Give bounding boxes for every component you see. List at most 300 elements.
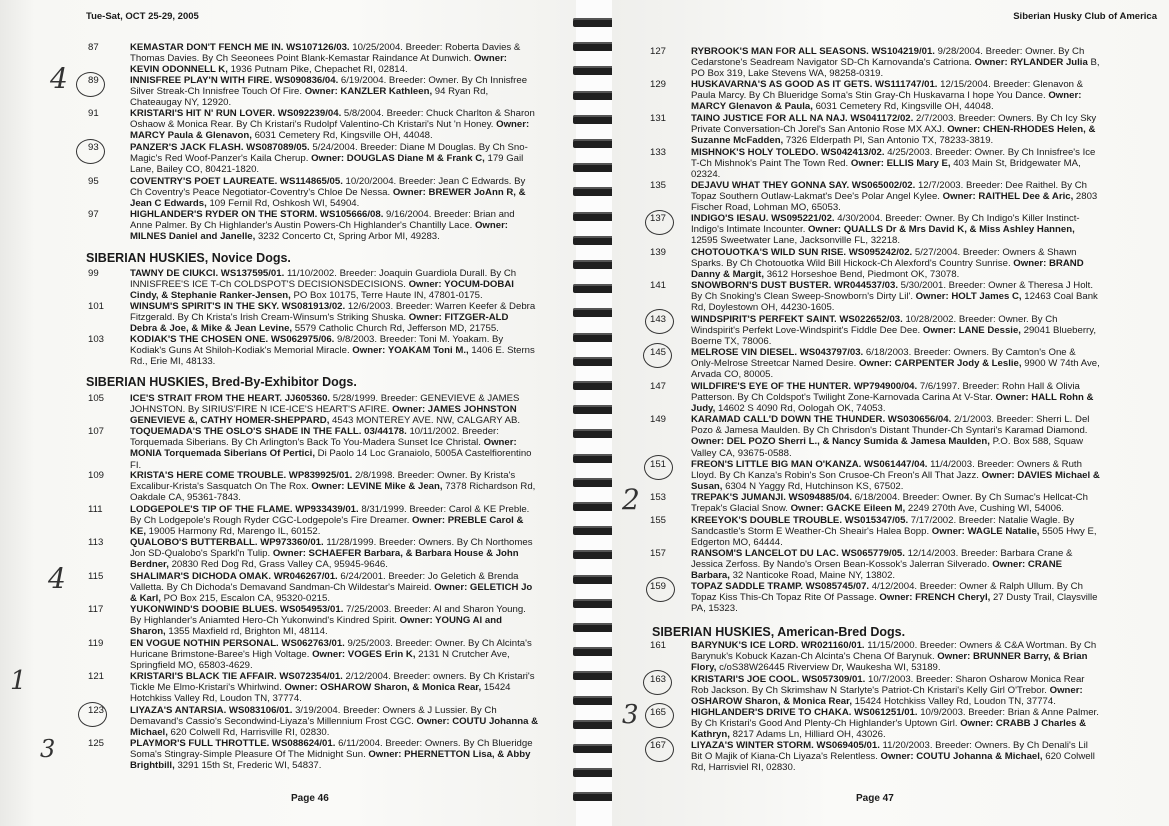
entry-details: 9/8/2003. Breeder: Toni M. Yoakam. By Kodiak's Guns At Shiloh-Kodiak's Memorial Miracle. (130, 334, 504, 357)
binding-coil (573, 236, 615, 245)
dog-name: KRISTA'S HERE COME TROUBLE. WP839925/01. (130, 470, 355, 481)
dog-name: TAINO JUSTICE FOR ALL NA NAJ. WS041172/02. (691, 113, 916, 124)
entry-number: 165 (650, 707, 667, 718)
handwritten-number: 3 (40, 735, 56, 763)
entry-details: 11/15/2000. Breeder: Owners & C&A Wortman. By Ch Barynuk's Kobuck Kazan-Ch Alcinta's Chena Of Barynuk. (691, 640, 1097, 663)
dog-name: WILDFIRE'S EYE OF THE HUNTER. WP794900/04. (691, 381, 920, 392)
handwritten-number: 4 (50, 62, 68, 95)
dog-name: KREEYOK'S DOUBLE TROUBLE. WS015347/05. (691, 515, 911, 526)
entry-details: 12/7/2003. Breeder: Dee Raithel. By Ch Topaz Southern Outlaw-Lakmat's Dee's Polar Angel Kylee. (691, 180, 1088, 203)
section-heading: SIBERIAN HUSKIES, Novice Dogs. (86, 251, 291, 265)
binding-coil (573, 768, 615, 777)
entry-number: 167 (650, 740, 667, 751)
entry-details: 2/1/2003. Breeder: Sherri L. Del Pozo & Jamesa Maulden. By Ch Chrisdon's Distant Thunder-Ch Syntari's Karamad Diamond. (691, 414, 1090, 437)
entry-text (130, 705, 538, 739)
owner-name: Owner: MARCY Paula & Glenavon, (130, 119, 530, 142)
entry-details: 12/6/2003. Breeder: Warren Keefer & Debra Fitzgerald. By Ch Krista's Irish Cream-Winsum's Striking Shuska. (130, 301, 536, 324)
owner-name: Owner: RAITHEL Dee & Aric, (942, 191, 1076, 203)
owner-name: Owner: LEVINE Mike & Jean, (311, 481, 446, 493)
entry-details: 11/4/2003. Breeder: Owners & Ruth Lloyd. By Ch Kanza's Robin's Son Crusoe-Ch Freon's All That Jazz. (691, 459, 1082, 482)
entry-details: 4/30/2004. Breeder: Owner. By Ch Indigo's Killer Instinct-Indigo's Intimate Incounter. (691, 213, 1080, 236)
entry-text (130, 334, 538, 368)
owner-name: Owner: SCHAEFER Barbara, & Barbara House & John Berdner, (130, 548, 519, 571)
dog-name: COVENTRY'S POET LAUREATE. WS114865/05. (130, 176, 346, 187)
entry-number: 103 (88, 334, 105, 345)
binding-coil (573, 308, 615, 317)
owner-name: Owner: YOUNG Al and Sharon, (130, 615, 502, 638)
entry-text (691, 674, 1100, 708)
entry-details: 10/9/2003. Breeder: Brian & Anne Palmer. By Ch Kristari's Good And Plenty-Ch Highlander's Uptown Girl. (691, 707, 1099, 730)
binding-coil (573, 575, 615, 584)
owner-address: 2131 N Crutcher Ave, Springfield MO, 65803-4629. (130, 649, 510, 672)
owner-address: 6304 N Yaggy Rd, Hutchinson KS, 67502. (725, 481, 904, 493)
dog-name: KRISTARI'S JOE COOL. WS057309/01. (691, 674, 868, 685)
entry-number: 99 (88, 268, 99, 279)
entry-details: 6/18/2003. Breeder: Owners. By Camton's One & Only-Melrose Streetcar Named Desire. (691, 347, 1076, 370)
handwritten-number: 3 (622, 700, 639, 730)
binding-coil (573, 115, 615, 124)
owner-address: 15424 Hotchkiss Valley Rd, Loudon TN, 37774. (130, 682, 511, 705)
entry-details: 7/25/2003. Breeder: Al and Sharon Young. By Highlander's Aniamted Hero-Ch Yukonwind's Kindred Spirit. (130, 604, 526, 627)
entry-text (691, 414, 1100, 459)
entry-number: 147 (650, 381, 667, 392)
dog-name: KARAMAD CALL'D DOWN THE THUNDER. WS030656/04. (691, 414, 954, 425)
binding-coil (573, 357, 615, 366)
binding-coil (573, 333, 615, 342)
entry-details: 9/16/2004. Breeder: Brian and Anne Palmer. By Ch Highlander's Austin Powers-Ch Highlander's Chantilly Lace. (130, 209, 515, 232)
entry-number: 93 (88, 142, 99, 153)
entry-text (691, 548, 1100, 582)
dog-name: KODIAK'S THE CHOSEN ONE. WS062975/06. (130, 334, 338, 345)
binding-coil (573, 720, 615, 729)
entry-details: 2/12/2004. Breeder: owners. By Ch Kristari's Tickle Me Elmo-Kristari's Whirlwind. (130, 671, 535, 694)
entry-text (130, 393, 538, 427)
entry-number: 159 (650, 581, 667, 592)
entry-text (130, 426, 538, 471)
handwritten-number: 1 (10, 666, 27, 696)
entry-details: 9/28/2004. Breeder: Owner. By Ch Cedarstone's Seadream Navigator SD-Ch Karnovanda's Catriona. (691, 46, 1085, 69)
pen-circle (643, 670, 672, 695)
entry-number: 163 (650, 674, 667, 685)
entry-number: 123 (88, 705, 105, 716)
entry-text (691, 180, 1100, 214)
owner-name: Owner: COUTU Johanna & Michael, (880, 751, 1046, 763)
dog-name: SHALIMAR'S DICHODA OMAK. WR046267/01. (130, 571, 341, 582)
entry-details: 11/28/1999. Breeder: Owners. By Ch Northomes Jon SD-Qualobo's Sparkl'n Tulip. (130, 537, 533, 560)
owner-address: 12595 Sweetwater Lane, Jacksonville FL, 32218. (691, 235, 901, 247)
dog-name: SNOWBORN'S DUST BUSTER. WR044537/03. (691, 280, 901, 291)
owner-name: Owner: CRANE Barbara, (691, 559, 1063, 582)
owner-address: c/oS38W26445 Riverview Dr, Waukesha WI, 53189. (719, 662, 941, 674)
entry-details: 7/6/1997. Breeder: Rohn Hall & Olivia Patterson. By Ch Coldspot's Twilight Zone-Karnovada Carina At V-Star. (691, 381, 1080, 404)
entry-details: 8/31/1999. Breeder: Carol & KE Preble. By Ch Lodgepole's Rough Ryder CGC-Lodgepole's Fire Dreamer. (130, 504, 530, 527)
dog-name: LIYAZA'S ANTARSIA. WS083106/01. (130, 705, 296, 716)
owner-name: Owner: PHERNETTON Lisa, & Abby Brightbill, (130, 749, 531, 772)
owner-address: 2803 Fischer Road, Lohman MO, 65053. (691, 191, 1098, 214)
owner-address: Di Paolo 14 Loc Granaiolo, 5005A Castelfiorentino FI. (130, 448, 532, 471)
owner-name: Owner: COUTU Johanna & Michael, (130, 716, 539, 739)
entry-number: 119 (88, 638, 104, 649)
entry-text (130, 75, 538, 109)
dog-name: ICE'S STRAIT FROM THE HEART. JJ605360. (130, 393, 333, 404)
dog-name: CHOTOUOTKA'S WILD SUN RISE. WS095242/02. (691, 247, 915, 258)
owner-address: 29041 Blueberry, Boerne TX, 78006. (691, 325, 1096, 348)
owner-address: 12463 Coal Bank Rd, Doylestown OH, 44230-1605. (691, 291, 1098, 314)
binding-coil (573, 502, 615, 511)
owner-address: 6031 Cemetery Rd, Kingsville OH, 44048. (815, 101, 994, 113)
entry-details: 5/24/2004. Breeder: Diane M Douglas. By Ch Sno-Magic's Red Woof-Panzer's Kaila Cherup. (130, 142, 528, 165)
owner-address: 7378 Richardson Rd, Oakdale CA, 95361-7843. (130, 481, 536, 504)
entry-number: 141 (650, 280, 667, 291)
entry-details: 6/19/2004. Breeder: Owner. By Ch Innisfree Silver Streak-Ch Innisfree Touch Of Fire. (130, 75, 528, 98)
owner-name: Owner: JAMES JOHNSTON GENEVIEVE &, CATHY HOMER-SHEPPARD, (130, 404, 517, 427)
entry-details: 3/19/2004. Breeder: Owners & J Lussier. By Ch Demavand's Cassio's Secondwind-Liyaza's Millennium Frost CGC. (130, 705, 497, 728)
entry-number: 137 (650, 213, 667, 224)
dog-name: INDIGO'S IESAU. WS095221/02. (691, 213, 838, 224)
owner-name: Owner: YOCUM-DOBAI Cindy, & Stephanie Ranker-Jensen, (130, 279, 514, 302)
owner-address: 5505 Hwy E, Edgerton MO, 64444. (691, 526, 1097, 549)
entry-details: 5/27/2004. Breeder: Owners & Shawn Sparks. By Ch Chotouotka Wild Bill Hickock-Ch Alexford's Country Sunrise. (691, 247, 1077, 270)
owner-address: 1936 Putnam Pike, Chepachet RI, 02814. (230, 64, 408, 76)
owner-name: Owner: LANE Dessie, (922, 325, 1024, 337)
entry-number: 161 (650, 640, 667, 651)
binding-coil (573, 18, 615, 27)
binding-coil (573, 66, 615, 75)
entry-number: 111 (88, 504, 103, 515)
binding-coil (573, 599, 615, 608)
owner-address: 8217 Adams Ln, Hilliard OH, 43026. (732, 729, 886, 741)
pen-circle (646, 577, 675, 602)
entry-number: 87 (88, 42, 99, 53)
entry-details: 11/20/2003. Breeder: Owners. By Ch Denali's Lil Bit O Majik of Kiana-Ch Liyaza's Relentless. (691, 740, 1088, 763)
owner-address: 109 Fernil Rd, Oshkosh WI, 54904. (209, 198, 360, 210)
dog-name: KRISTARI'S BLACK TIE AFFAIR. WS072354/01. (130, 671, 346, 682)
entry-details: 11/10/2002. Breeder: Joaquin Guardiola Durall. By Ch INNISFREE'S ICE T-Ch COLDSPOT'S DECISIONSDECISIONS. (130, 268, 517, 291)
entry-text (691, 79, 1100, 113)
dog-name: PLAYMOR'S FULL THROTTLE. WS088624/01. (130, 738, 339, 749)
entry-number: 97 (88, 209, 99, 220)
entry-number: 155 (650, 515, 667, 526)
owner-name: Owner: PREBLE Carol & KE, (130, 515, 524, 538)
entry-number: 113 (88, 537, 104, 548)
entry-text (691, 147, 1100, 181)
entry-text (130, 268, 538, 302)
binding-coil (573, 163, 615, 172)
dog-name: KEMASTAR DON'T FENCH ME IN. WS107126/03. (130, 42, 353, 53)
binding-coil (573, 284, 615, 293)
pen-circle (645, 210, 674, 235)
entry-number: 127 (650, 46, 667, 57)
dog-name: TREPAK'S JUMANJI. WS094885/04. (691, 492, 855, 503)
owner-address: 179 Gail Lane, Bailey CO, 80421-1820. (130, 153, 524, 176)
entry-number: 157 (650, 548, 667, 559)
entry-number: 115 (88, 571, 104, 582)
binding-coil (573, 647, 615, 656)
entry-details: 6/18/2004. Breeder: Owner. By Ch Sumac's Hellcat-Ch Trepak's Glacial Snow. (691, 492, 1088, 515)
entry-text (130, 176, 538, 210)
owner-name: Owner: ELLIS Mary E, (850, 158, 954, 170)
entry-number: 95 (88, 176, 99, 187)
owner-name: Owner: VOGES Erin K, (312, 649, 419, 661)
entry-number: 135 (650, 180, 667, 191)
right-page-number: Page 47 (856, 793, 894, 804)
owner-address: 94 Ryan Rd, Chateaugay NY, 12920. (130, 86, 489, 109)
dog-name: HUSKAVARNA'S AS GOOD AS IT GETS. WS111747/01. (691, 79, 941, 90)
dog-name: WINDSPIRIT'S PERFEKT SAINT. WS022652/03. (691, 314, 906, 325)
owner-address: 9900 W 74th Ave, Arvada CO, 80005. (691, 358, 1100, 381)
entry-details: 9/25/2003. Breeder: Owner. By Ch Alcinta's Huricane Brimstone-Baree's High Voltage. (130, 638, 532, 661)
dog-name: LIYAZA'S WINTER STORM. WS069405/01. (691, 740, 883, 751)
owner-address: 19005 Harmony Rd, Marengo IL, 60152. (148, 526, 321, 538)
owner-address: 7326 Elderpath Pl, San Antonio TX, 78233-3819. (785, 135, 994, 147)
entry-number: 145 (650, 347, 667, 358)
entry-number: 121 (88, 671, 105, 682)
pen-circle (76, 139, 105, 164)
dog-name: EN VOGUE NOTHIN PERSONAL. WS062763/01. (130, 638, 348, 649)
binding-coil (573, 381, 615, 390)
entry-details: 10/11/2002. Breeder: Torquemada Siberians. By Ch Arlington's Back To You-Madera Sunset Ice Christal. (130, 426, 499, 449)
entry-text (130, 108, 538, 142)
binding-coil (573, 478, 615, 487)
owner-address: 403 Main St, Bridgewater MA, 02324. (691, 158, 1081, 181)
owner-name: Owner: GELETICH Jo & Karl, (130, 582, 533, 605)
entry-text (691, 213, 1100, 247)
entry-number: 105 (88, 393, 105, 404)
dog-name: YUKONWIND'S DOOBIE BLUES. WS054953/01. (130, 604, 347, 615)
entry-number: 117 (88, 604, 104, 615)
entry-text (691, 381, 1100, 415)
binding-coil (573, 187, 615, 196)
entry-text (130, 42, 538, 76)
dog-name: FREON'S LITTLE BIG MAN O'KANZA. WS061447/04. (691, 459, 931, 470)
entry-details: 4/12/2004. Breeder: Owner & Ralph Ullum. By Ch Topaz Kiss This-Ch Topaz Rite Of Passage. (691, 581, 1083, 604)
binding-coil (573, 212, 615, 221)
entry-details: 10/28/2002. Breeder: Owner. By Ch Windspirit's Perfekt Love-Windspirit's Fiddle Dee Dee. (691, 314, 1058, 337)
owner-name: Owner: CARPENTER Jody & Leslie, (858, 358, 1025, 370)
owner-name: Owner: CHEN-RHODES Helen, & Suzanne McFadden, (691, 124, 1096, 147)
pen-circle (645, 309, 674, 334)
entry-number: 129 (650, 79, 667, 90)
owner-address: 5579 Catholic Church Rd, Jefferson MD, 21755. (294, 323, 499, 335)
entry-number: 107 (88, 426, 105, 437)
entry-details: 6/24/2001. Breeder: Jo Geletich & Brenda Valletta. By Ch Dichoda's Demavand Sandman-Ch Wildestar's Maireid. (130, 571, 519, 594)
owner-name: Owner: DOUGLAS Diane M & Frank C, (311, 153, 488, 165)
pen-circle (644, 455, 673, 480)
entry-number: 133 (650, 147, 667, 158)
entry-number: 131 (650, 113, 667, 124)
entry-details: 7/17/2002. Breeder: Natalie Wagle. By Sandcastle's Storm E Weather-Ch Sheair's Halea Bopp. (691, 515, 1075, 538)
entry-details: 5/28/1999. Breeder: GENEVIEVE & JAMES JOHNSTON. By SIRIUS'FIRE N ICE-ICE'S HEART'S AFIRE. (130, 393, 520, 416)
owner-address: 3291 15th St, Frederic WI, 54837. (177, 760, 322, 772)
entry-text (691, 640, 1100, 674)
entry-number: 153 (650, 492, 667, 503)
entry-text (691, 459, 1100, 493)
entry-text (691, 113, 1100, 147)
handwritten-number: 2 (622, 483, 640, 516)
binding-coil (573, 744, 615, 753)
owner-name: Owner: BRAND Danny & Margit, (691, 258, 1084, 281)
owner-name: Owner: MONIA Torquemada Siberians Of Pertici, (130, 437, 517, 460)
dog-name: KRISTARI'S HIT N' RUN LOVER. WS092239/04. (130, 108, 344, 119)
entry-text (691, 492, 1100, 514)
owner-name: Owner: RYLANDER Julia (974, 57, 1091, 69)
pen-circle (76, 72, 105, 97)
binding-coil (573, 696, 615, 705)
entry-details: 12/14/2003. Breeder: Barbara Crane & Jessica Zerfoss. By Nando's Orsen Bean-Kossok's Jalerran Silverado. (691, 548, 1073, 571)
owner-name: Owner: FITZGER-ALD Debra & Joe, & Mike & Jean Levine, (130, 312, 509, 335)
owner-address: 620 Colwell Rd, Harrisville RI, 02830. (170, 727, 330, 739)
entry-text (691, 314, 1100, 348)
dog-name: RANSOM'S LANCELOT DU LAC. WS065779/05. (691, 548, 908, 559)
entry-text (130, 638, 538, 672)
owner-address: 20830 Red Dog Rd, Grass Valley CA, 95945-9646. (171, 559, 388, 571)
entry-text (691, 740, 1100, 774)
owner-address: PO Box 10175, Terre Haute IN, 47801-0175. (293, 290, 483, 302)
owner-name: Owner: DEL POZO Sherri L., & Nancy Sumida & Jamesa Maulden, (691, 436, 993, 448)
owner-address: 14602 S 4090 Rd, Oologah OK, 74053. (718, 403, 886, 415)
pen-circle (78, 702, 107, 727)
owner-name: Owner: YOAKAM Toni M., (352, 345, 472, 357)
entry-number: 125 (88, 738, 105, 749)
dog-name: LODGEPOLE'S TIP OF THE FLAME. WP933439/01. (130, 504, 362, 515)
owner-name: Owner: FRENCH Cheryl, (879, 592, 993, 604)
entry-text (691, 515, 1100, 549)
entry-number: 89 (88, 75, 99, 86)
owner-name: Owner: WAGLE Natalie, (931, 526, 1043, 538)
dog-name: BARYNUK'S ICE LORD. WR021160/01. (691, 640, 868, 651)
binding-coil (573, 42, 615, 51)
binding-coil (573, 405, 615, 414)
entry-text (130, 209, 538, 243)
entry-text (130, 301, 538, 335)
binding-coil (573, 429, 615, 438)
entry-details: 5/8/2004. Breeder: Chuck Charlton & Sharon Oshaow & Monica Rear. By Ch Kristari's Rudolpf Valentino-Ch Kristari's Nut 'n Honey. (130, 108, 535, 131)
binding-coil (573, 792, 615, 801)
owner-name: Owner: OSHAROW Sharon, & Monica Rear, (284, 682, 484, 694)
entry-number: 101 (88, 301, 105, 312)
entry-number: 109 (88, 470, 105, 481)
dog-name: TOPAZ SADDLE TRAMP. WS085745/07. (691, 581, 872, 592)
binding-coil (573, 260, 615, 269)
entry-number: 91 (88, 108, 99, 119)
owner-name: Owner: BRUNNER Barry, & Brian Flory, (691, 651, 1088, 674)
owner-name: Owner: MILNES Daniel and Janelle, (130, 220, 509, 243)
entry-details: 5/30/2001. Breeder: Owner & Theresa J Holt. By Ch Snoking's Clean Sweep-Snowborn's Dirty Lil'. (691, 280, 1094, 303)
owner-address: 3612 Horseshoe Bend, Piedmont OK, 73078. (766, 269, 960, 281)
entry-details: 4/25/2003. Breeder: Owner. By Ch Innisfree's Ice T-Ch Mishnok's Paint The Town Red. (691, 147, 1096, 170)
entry-details: 12/15/2004. Breeder: Glenavon & Paula Marcy. By Ch Blueridge Soma's Stin Gray-Ch Huskavarna I hope You Dance. (691, 79, 1084, 102)
entry-text (691, 280, 1100, 314)
owner-name: Owner: KANZLER Kathleen, (304, 86, 435, 98)
owner-address: 4543 MONTEREY AVE. NW, CALGARY AB. (332, 415, 521, 427)
entry-details: 10/7/2003. Breeder: Sharon Osharow Monica Rear Rob Jackson. By Ch Skrimshaw N Starlyte's Patriot-Ch Kristari's Kelly Girl O'Trebor. (691, 674, 1085, 697)
owner-name: Owner: HOLT James C, (915, 291, 1025, 303)
binding-coil (573, 550, 615, 559)
entry-details: 10/25/2004. Breeder: Roberta Davies & Thomas Davies. By Ch Seeonees Point Blank-Kemastar Raindance At Dunwich. (130, 42, 521, 65)
section-heading: SIBERIAN HUSKIES, American-Bred Dogs. (652, 625, 906, 639)
owner-address: 32 Nanticoke Road, Maine NY, 13802. (732, 570, 896, 582)
owner-name: Owner: MARCY Glenavon & Paula, (691, 90, 1082, 113)
dog-name: TOQUEMADA'S THE OSLO'S SHADE IN THE FALL. 03/44178. (130, 426, 410, 437)
entry-text (691, 46, 1100, 80)
owner-address: 1355 Maxfield rd, Brighton MI, 48114. (168, 626, 328, 638)
handwritten-number: 4 (48, 562, 66, 595)
entry-text (691, 581, 1100, 615)
entry-details: 10/20/2004. Breeder: Jean C Edwards. By Ch Coventry's Peace Negotiator-Coventry's Chloe De Nessa. (130, 176, 526, 199)
owner-name: Owner: KEVIN ODONNELL K, (130, 53, 508, 76)
owner-name: Owner: HALL Rohn & Judy, (691, 392, 1094, 415)
owner-address: 1406 E. Sterns Rd., Erie MI, 48133. (130, 345, 535, 368)
owner-name: Owner: BREWER JoAnn R, & Jean C Edwards, (130, 187, 526, 210)
dog-name: DEJAVU WHAT THEY GONNA SAY. WS065002/02. (691, 180, 918, 191)
pen-circle (643, 343, 672, 368)
owner-address: PO Box 215, Escalon CA, 95320-0215. (163, 593, 330, 605)
left-page-header: Tue-Sat, OCT 25-29, 2005 (86, 11, 199, 22)
owner-address: B, PO Box 319, Lake Stevens WA, 98258-0319. (691, 57, 1100, 80)
right-page (612, 0, 1169, 826)
pen-circle (645, 737, 674, 762)
dog-name: RYBROOK'S MAN FOR ALL SEASONS. WS104219/01. (691, 46, 938, 57)
owner-address: P.O. Box 588, Squaw Valley CA, 93675-0588. (691, 436, 1084, 459)
entry-text (130, 671, 538, 705)
entry-text (130, 604, 538, 638)
owner-address: 3232 Concerto Ct, Spring Arbor MI, 49283. (257, 231, 440, 243)
entry-text (130, 738, 538, 772)
entry-number: 143 (650, 314, 667, 325)
entry-number: 139 (650, 247, 667, 258)
entry-text (130, 470, 538, 504)
dog-name: MISHNOK'S HOLY TOLEDO. WS042413/02. (691, 147, 888, 158)
section-heading: SIBERIAN HUSKIES, Bred-By-Exhibitor Dogs. (86, 375, 357, 389)
pen-circle (645, 703, 674, 728)
entry-text (130, 571, 538, 605)
owner-name: Owner: CRABB J Charles & Kathryn, (691, 718, 1087, 741)
binding-coil (573, 526, 615, 535)
entry-text (691, 247, 1100, 281)
dog-name: HIGHLANDER'S RYDER ON THE STORM. WS105666/08. (130, 209, 387, 220)
binding-coil (573, 671, 615, 680)
dog-name: HIGHLANDER'S DRIVE TO CHAKA. WS061251/01. (691, 707, 921, 718)
entry-number: 151 (650, 459, 667, 470)
entry-text (130, 537, 538, 571)
dog-name: WINSUM'S SPIRIT'S IN THE SKY. WS081913/02. (130, 301, 348, 312)
entry-number: 149 (650, 414, 667, 425)
dog-name: QUALOBO'S BUTTERBALL. WP973360/01. (130, 537, 327, 548)
dog-name: TAWNY DE CIUKCI. WS137595/01. (130, 268, 287, 279)
entry-details: 6/11/2004. Breeder: Owners. By Ch Blueridge Soma's Stingray-Simple Pleasure Of The Midnight Sun. (130, 738, 533, 761)
entry-text (691, 707, 1100, 741)
dog-name: PANZER'S JACK FLASH. WS087089/05. (130, 142, 313, 153)
entry-text (691, 347, 1100, 381)
owner-address: 15424 Hotchkiss Valley Rd, Loudon TN, 37774. (854, 696, 1056, 708)
dog-name: MELROSE VIN DIESEL. WS043797/03. (691, 347, 866, 358)
left-page-number: Page 46 (291, 793, 329, 804)
owner-name: Owner: GACKE Eileen M, (790, 503, 908, 515)
owner-address: 2249 270th Ave, Cushing WI, 54006. (907, 503, 1064, 515)
dog-name: INNISFREE PLAY'N WITH FIRE. WS090836/04. (130, 75, 341, 86)
owner-name: Owner: OSHAROW Sharon, & Monica Rear, (691, 685, 1083, 708)
right-page-header: Siberian Husky Club of America (1013, 11, 1157, 22)
owner-name: Owner: DAVIES Michael & Susan, (691, 470, 1100, 493)
entry-details: 2/8/1998. Breeder: Owner. By Krista's Excalibur-Krista's Sasquatch On The Rox. (130, 470, 516, 493)
owner-address: 6031 Cemetery Rd, Kingsville OH, 44048. (254, 130, 433, 142)
owner-address: 27 Dusty Trail, Claysville PA, 15323. (691, 592, 1098, 615)
binding-coil (573, 623, 615, 632)
binding-coil (573, 139, 615, 148)
entry-text (130, 142, 538, 176)
binding-coil (573, 454, 615, 463)
owner-address: 620 Colwell Rd, Harrisviel RI, 02830. (691, 751, 1095, 774)
